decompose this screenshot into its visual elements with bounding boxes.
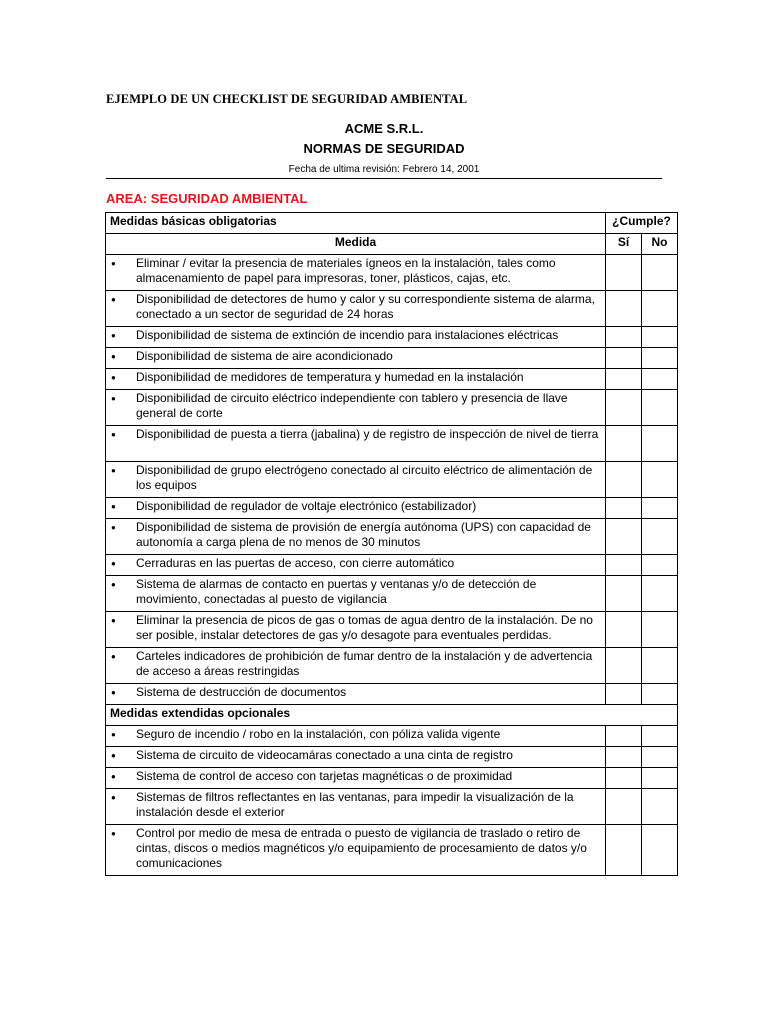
table-row: [106, 555, 678, 576]
si-heading: Sí: [606, 234, 642, 255]
bullet-icon: ●: [111, 373, 116, 382]
si-checkbox[interactable]: [606, 612, 642, 648]
si-checkbox[interactable]: [606, 369, 642, 390]
item-text: Disponibilidad de grupo electrógeno conectado al circuito eléctrico de alimentación de los equipos: [136, 463, 593, 492]
si-checkbox[interactable]: [606, 768, 642, 789]
bullet-icon: ●: [111, 751, 116, 760]
table-row: [106, 747, 678, 768]
item-text: Disponibilidad de circuito eléctrico independiente con tablero y presencia de llave general de corte: [136, 391, 568, 420]
bullet-icon: ●: [111, 793, 116, 802]
si-checkbox[interactable]: [606, 426, 642, 462]
table-row: [106, 519, 678, 555]
no-checkbox[interactable]: [642, 768, 678, 789]
no-checkbox[interactable]: [642, 576, 678, 612]
table-row: [106, 789, 678, 825]
no-checkbox[interactable]: [642, 462, 678, 498]
bullet-icon: ●: [111, 331, 116, 340]
no-checkbox[interactable]: [642, 255, 678, 291]
item-text: Disponibilidad de sistema de extinción de incendio para instalaciones eléctricas: [136, 328, 559, 342]
no-checkbox[interactable]: [642, 369, 678, 390]
table-row: [106, 498, 678, 519]
table-row: [106, 426, 678, 462]
item-text: Disponibilidad de puesta a tierra (jabalina) y de registro de inspección de nivel de tierra: [136, 427, 599, 441]
si-checkbox[interactable]: [606, 576, 642, 612]
si-checkbox[interactable]: [606, 726, 642, 747]
si-checkbox[interactable]: [606, 684, 642, 705]
bullet-icon: ●: [111, 580, 116, 589]
revision-date: Fecha de ultima revisión: Febrero 14, 2001: [288, 164, 480, 175]
no-checkbox[interactable]: [642, 726, 678, 747]
section-heading-basic: Medidas básicas obligatorias: [106, 213, 606, 234]
item-text: Control por medio de mesa de entrada o puesto de vigilancia de traslado o retiro de cintas, discos o medios magnéticos y/o equipamiento de procesamiento de datos y/o comunicaciones: [136, 826, 587, 870]
table-row: [106, 726, 678, 747]
item-text: Eliminar / evitar la presencia de materiales ígneos en la instalación, tales como almacenamiento de papel para impresoras, toner, plásticos, cajas, etc.: [136, 256, 556, 285]
item-text: Sistema de control de acceso con tarjetas magnéticas o de proximidad: [136, 769, 513, 783]
si-checkbox[interactable]: [606, 789, 642, 825]
header-divider: [106, 178, 662, 179]
si-checkbox[interactable]: [606, 498, 642, 519]
table-row: [106, 612, 678, 648]
no-checkbox[interactable]: [642, 648, 678, 684]
no-checkbox[interactable]: [642, 825, 678, 876]
bullet-icon: ●: [111, 772, 116, 781]
no-checkbox[interactable]: [642, 789, 678, 825]
bullet-icon: ●: [111, 616, 116, 625]
no-checkbox[interactable]: [642, 327, 678, 348]
si-checkbox[interactable]: [606, 825, 642, 876]
no-checkbox[interactable]: [642, 498, 678, 519]
cumple-heading: ¿Cumple?: [606, 213, 678, 234]
no-checkbox[interactable]: [642, 747, 678, 768]
si-checkbox[interactable]: [606, 555, 642, 576]
item-text: Cerraduras en las puertas de acceso, con cierre automático: [136, 556, 455, 570]
si-checkbox[interactable]: [606, 648, 642, 684]
bullet-icon: ●: [111, 466, 116, 475]
item-text: Sistema de destrucción de documentos: [136, 685, 347, 699]
table-row: [106, 369, 678, 390]
no-checkbox[interactable]: [642, 291, 678, 327]
si-checkbox[interactable]: [606, 327, 642, 348]
bullet-icon: ●: [111, 652, 116, 661]
no-checkbox[interactable]: [642, 348, 678, 369]
si-checkbox[interactable]: [606, 291, 642, 327]
table-row: [106, 768, 678, 789]
bullet-icon: ●: [111, 394, 116, 403]
document-title: EJEMPLO DE UN CHECKLIST DE SEGURIDAD AMBIENTAL: [106, 92, 468, 106]
table-row: [106, 684, 678, 705]
no-checkbox[interactable]: [642, 426, 678, 462]
area-heading: AREA: SEGURIDAD AMBIENTAL: [106, 191, 308, 206]
item-text: Seguro de incendio / robo en la instalación, con póliza valida vigente: [136, 727, 501, 741]
si-checkbox[interactable]: [606, 348, 642, 369]
si-checkbox[interactable]: [606, 255, 642, 291]
company-name: ACME S.R.L.: [344, 121, 424, 136]
bullet-icon: ●: [111, 352, 116, 361]
bullet-icon: ●: [111, 730, 116, 739]
document-subtitle: NORMAS DE SEGURIDAD: [303, 141, 465, 156]
section-row-extended: [106, 705, 678, 726]
item-text: Carteles indicadores de prohibición de fumar dentro de la instalación y de advertencia de acceso a áreas restringidas: [136, 649, 593, 678]
item-text: Sistemas de filtros reflectantes en las ventanas, para impedir la visualización de la instalación desde el exterior: [136, 790, 574, 819]
checklist-table: [105, 212, 678, 876]
bullet-icon: ●: [111, 688, 116, 697]
item-text: Disponibilidad de medidores de temperatura y humedad en la instalación: [136, 370, 524, 384]
table-row: [106, 390, 678, 426]
section-heading-extended: Medidas extendidas opcionales: [106, 705, 678, 726]
column-header-row: [106, 234, 678, 255]
medida-heading: Medida: [106, 234, 606, 255]
bullet-icon: ●: [111, 502, 116, 511]
si-checkbox[interactable]: [606, 747, 642, 768]
table-row: [106, 255, 678, 291]
table-row: [106, 348, 678, 369]
si-checkbox[interactable]: [606, 390, 642, 426]
table-row: [106, 327, 678, 348]
bullet-icon: ●: [111, 295, 116, 304]
no-checkbox[interactable]: [642, 555, 678, 576]
item-text: Disponibilidad de regulador de voltaje electrónico (estabilizador): [136, 499, 477, 513]
no-heading: No: [642, 234, 678, 255]
table-row: [106, 462, 678, 498]
section-row-basic: [106, 213, 678, 234]
item-text: Disponibilidad de sistema de provisión de energía autónoma (UPS) con capacidad de autonomía a carga plena de no menos de 30 minutos: [136, 520, 591, 549]
table-row: [106, 291, 678, 327]
no-checkbox[interactable]: [642, 684, 678, 705]
si-checkbox[interactable]: [606, 462, 642, 498]
item-text: Sistema de circuito de videocamáras conectado a una cinta de registro: [136, 748, 513, 762]
no-checkbox[interactable]: [642, 390, 678, 426]
table-row: [106, 825, 678, 876]
no-checkbox[interactable]: [642, 519, 678, 555]
bullet-icon: ●: [111, 259, 116, 268]
item-text: Sistema de alarmas de contacto en puertas y ventanas y/o de detección de movimiento, conectadas al puesto de vigilancia: [136, 577, 537, 606]
no-checkbox[interactable]: [642, 612, 678, 648]
item-text: Disponibilidad de detectores de humo y calor y su correspondiente sistema de alarma, conectado a un sector de seguridad de 24 horas: [136, 292, 595, 321]
bullet-icon: ●: [111, 829, 116, 838]
bullet-icon: ●: [111, 523, 116, 532]
table-row: [106, 576, 678, 612]
item-text: Disponibilidad de sistema de aire acondicionado: [136, 349, 393, 363]
si-checkbox[interactable]: [606, 519, 642, 555]
bullet-icon: ●: [111, 430, 116, 439]
table-row: [106, 648, 678, 684]
item-text: Eliminar la presencia de picos de gas o tomas de agua dentro de la instalación. De no ser posible, instalar detectores de gas y/o desagote para eventuales perdidas.: [136, 613, 593, 642]
bullet-icon: ●: [111, 559, 116, 568]
